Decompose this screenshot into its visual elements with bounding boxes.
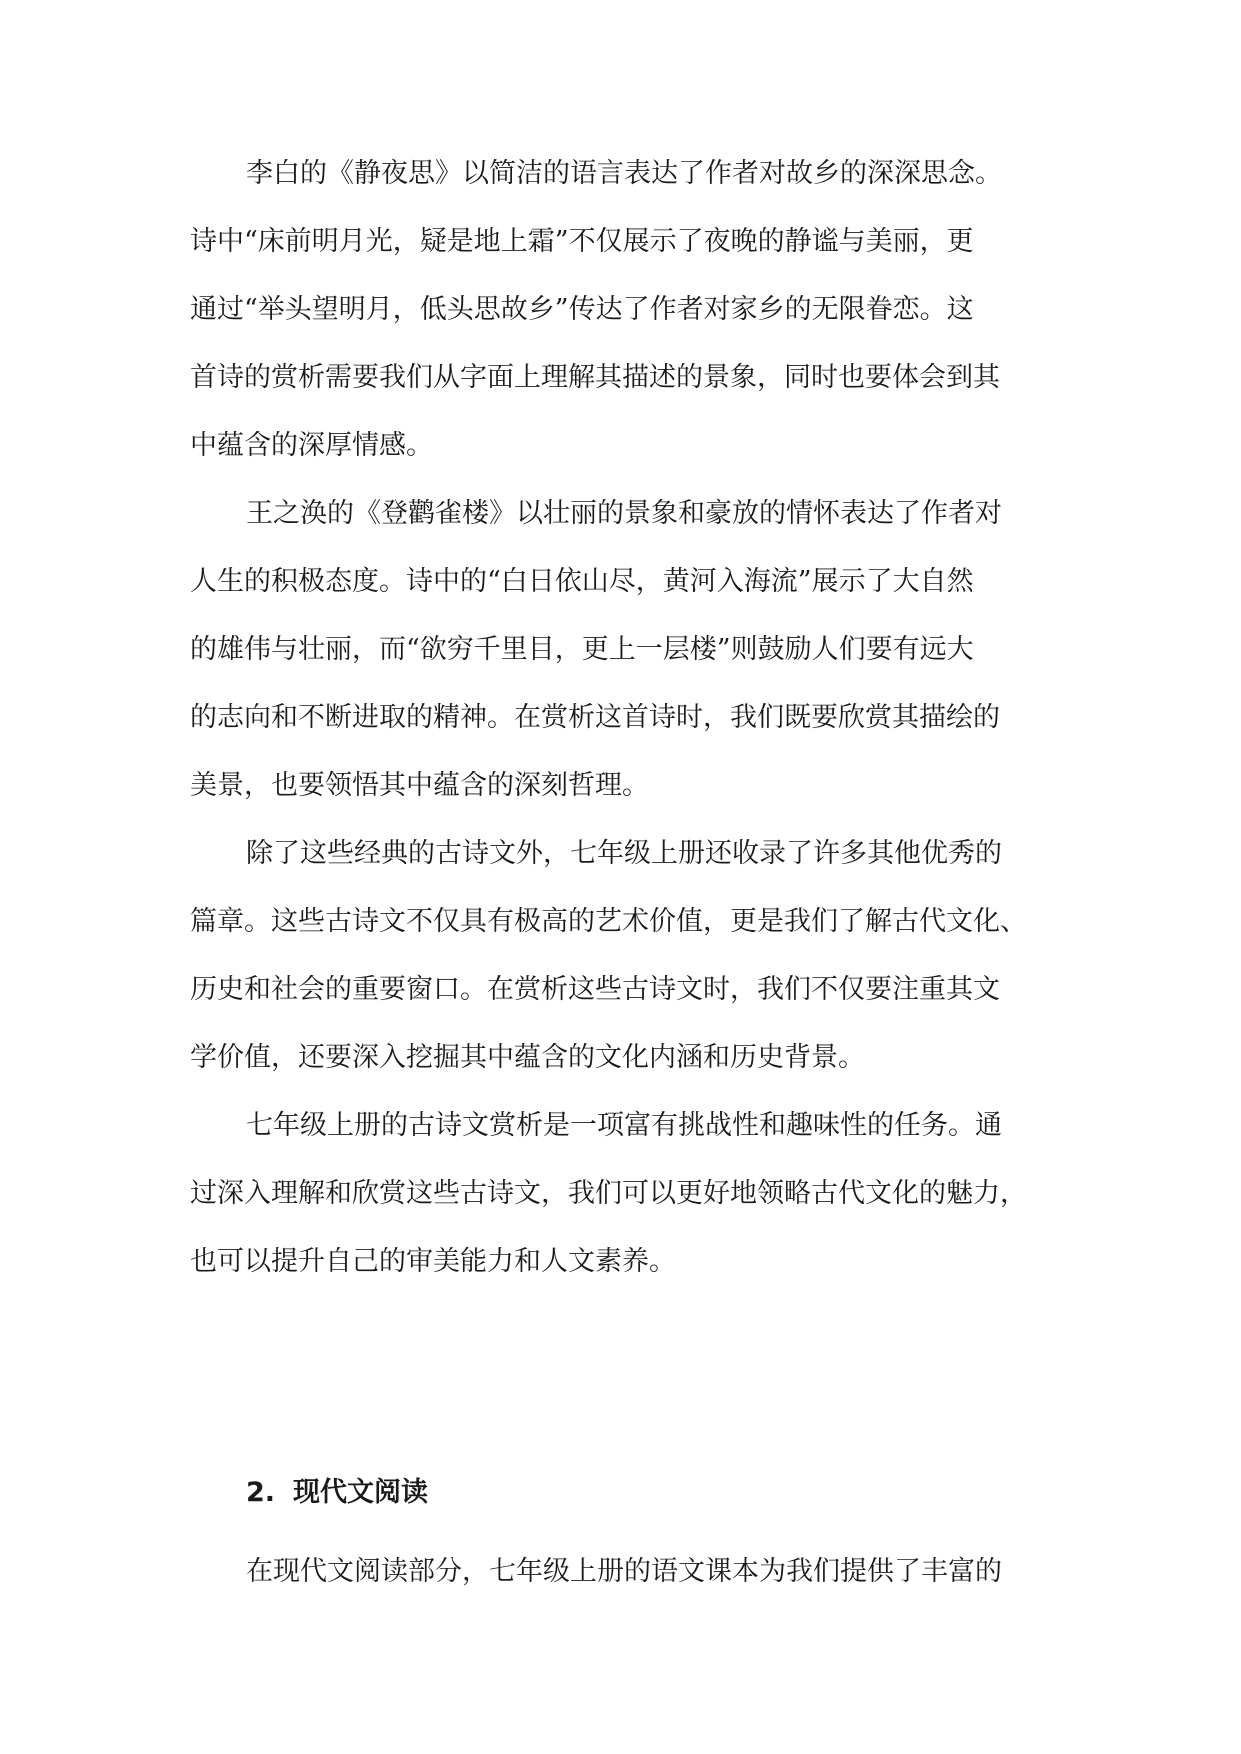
paragraph-1-line-4: 首诗的赏析需要我们从字面上理解其描述的景象，同时也要体会到其 (190, 362, 1000, 393)
paragraph-4-line-3: 也可以提升自己的审美能力和人文素养。 (190, 1246, 676, 1277)
paragraph-3-line-4: 学价值，还要深入挖掘其中蕴含的文化内涵和历史背景。 (190, 1042, 865, 1073)
paragraph-2-line-4: 的志向和不断进取的精神。在赏析这首诗时，我们既要欣赏其描绘的 (190, 702, 1000, 733)
paragraph-4-line-1: 七年级上册的古诗文赏析是一项富有挑战性和趣味性的任务。通 (246, 1110, 1002, 1141)
paragraph-1-line-5: 中蕴含的深厚情感。 (190, 430, 433, 461)
section-heading (246, 1469, 428, 1517)
paragraph-3-line-3: 历史和社会的重要窗口。在赏析这些古诗文时，我们不仅要注重其文 (190, 974, 1000, 1005)
paragraph-3-line-1: 除了这些经典的古诗文外，七年级上册还收录了许多其他优秀的 (246, 838, 1002, 869)
paragraph-2-line-5: 美景，也要领悟其中蕴含的深刻哲理。 (190, 770, 649, 801)
paragraph-1-line-3: 通过“举头望明月，低头思故乡”传达了作者对家乡的无限眷恋。这 (190, 294, 974, 325)
section-paragraph-1-line-1: 在现代文阅读部分，七年级上册的语文课本为我们提供了丰富的 (246, 1556, 1002, 1587)
paragraph-2-line-2: 人生的积极态度。诗中的“白日依山尽，黄河入海流”展示了大自然 (190, 566, 974, 597)
paragraph-1-line-2: 诗中“床前明月光，疑是地上霜”不仅展示了夜晚的静谧与美丽，更 (190, 226, 974, 257)
paragraph-4-line-2: 过深入理解和欣赏这些古诗文，我们可以更好地领略古代文化的魅力， (190, 1178, 1027, 1209)
section-title: 现代文阅读 (293, 1477, 429, 1508)
paragraph-1-line-1: 李白的《静夜思》以简洁的语言表达了作者对故乡的深深思念。 (246, 158, 1002, 189)
paragraph-2-line-1: 王之涣的《登鹳雀楼》以壮丽的景象和豪放的情怀表达了作者对 (246, 498, 1002, 529)
paragraph-2-line-3: 的雄伟与壮丽，而“欲穷千里目，更上一层楼”则鼓励人们要有远大 (190, 634, 974, 665)
paragraph-3-line-2: 篇章。这些古诗文不仅具有极高的艺术价值，更是我们了解古代文化、 (190, 906, 1027, 937)
section-number: 2. (246, 1477, 276, 1508)
